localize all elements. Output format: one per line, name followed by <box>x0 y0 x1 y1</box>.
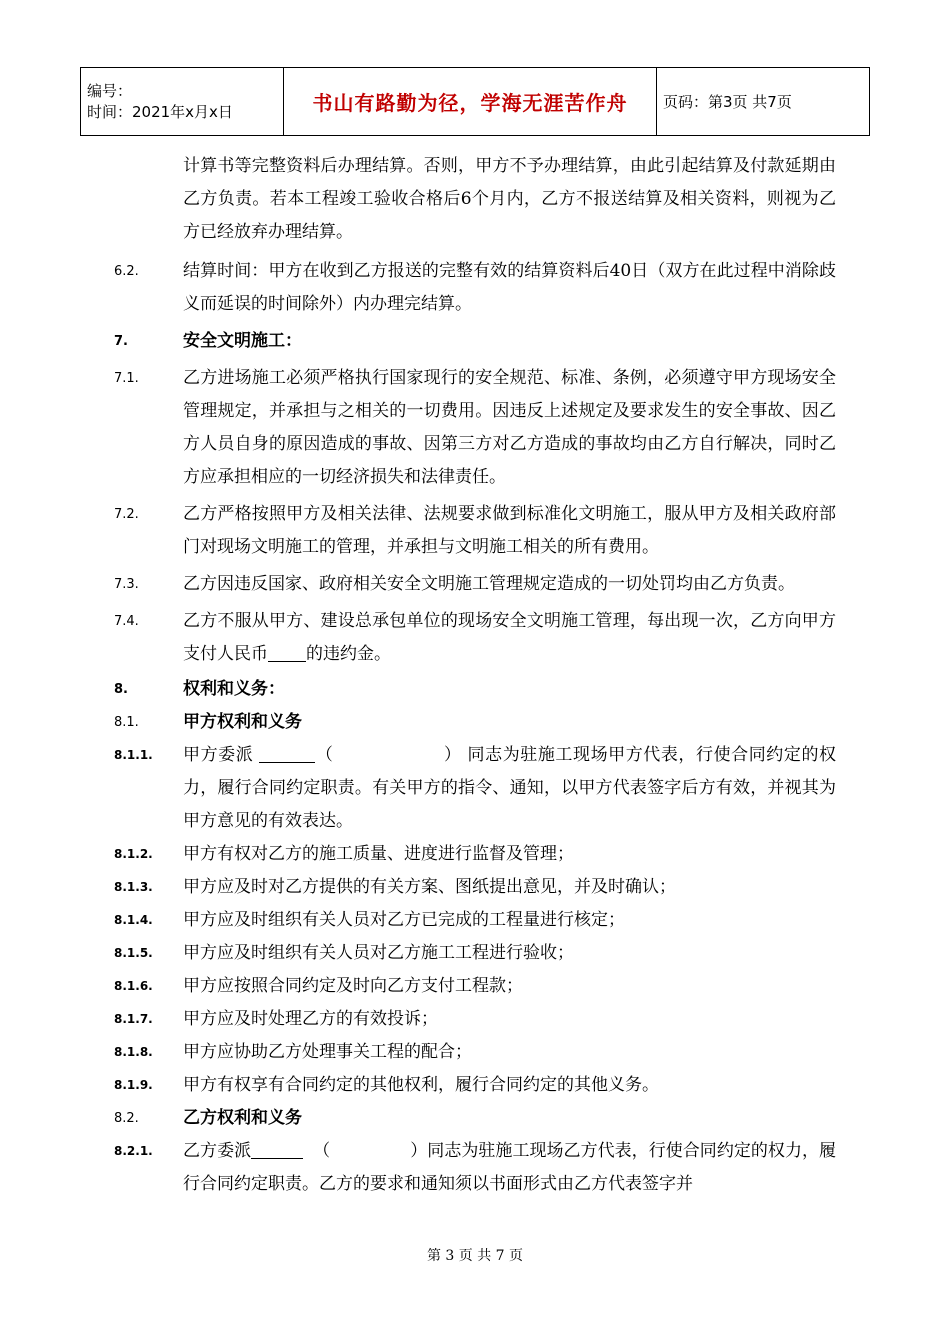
clause-number: 8.1.7. <box>114 1012 153 1026</box>
clause-number: 7.2. <box>114 507 139 522</box>
clause-number: 8.1.1. <box>114 748 153 762</box>
clause-number: 8.1.8. <box>114 1045 153 1059</box>
clause-8-1-7 <box>0 1003 950 1036</box>
clause-text: 甲方应及时对乙方提供的有关方案、图纸提出意见，并及时确认； <box>183 877 676 897</box>
clause-text: 甲方应及时处理乙方的有效投诉； <box>183 1009 438 1029</box>
clause-text <box>183 605 836 671</box>
clause-text-part: 的违约金。 <box>306 644 391 664</box>
clause-title: 甲方权利和义务 <box>183 712 302 732</box>
clause-8-1-8 <box>0 1036 950 1069</box>
document-date-label: 时间：2021年x月x日 <box>87 102 233 121</box>
paragraph-text: 计算书等完整资料后办理结算。否则，甲方不予办理结算，由此引起结算及付款延期由乙方负责。若本工程竣工验收合格后6个月内，乙方不报送结算及相关资料，则视为乙方已经放弃办理结算。 <box>183 156 836 242</box>
clause-text-part: 乙方不服从甲方、建设总承包单位的现场安全文明施工管理，每出现一次，乙方向甲方支付人民币 <box>183 611 836 664</box>
name-blank[interactable] <box>259 745 315 763</box>
clause-8-1-1 <box>0 739 950 838</box>
clause-7-3 <box>0 568 950 601</box>
clause-number: 8.1. <box>114 715 139 730</box>
header-left-cell <box>81 68 284 136</box>
clause-text: 乙方进场施工必须严格执行国家现行的安全规范、标准、条例，必须遵守甲方现场安全管理规定，并承担与之相关的一切费用。因违反上述规定及要求发生的安全事故、因乙方人员自身的原因造成的事故、因第三方对乙方造成的事故均由乙方自行解决，同时乙方应承担相应的一切经济损失和法律责任。 <box>183 368 836 487</box>
clause-7-1 <box>0 362 950 494</box>
clause-text: 甲方应及时组织有关人员对乙方已完成的工程量进行核定； <box>183 910 625 930</box>
clause-number: 6.2. <box>114 264 139 279</box>
clause-text-part: ） 同志为驻施工现场甲方代表，行使合同约定的权力，履行合同约定职责。有关甲方的指令、通知，以甲方代表签字后方有效，并视其为甲方意见的有效表达。 <box>183 745 837 831</box>
clause-number: 7.1. <box>114 371 139 386</box>
document-body <box>0 150 950 1201</box>
clause-text-part: （ <box>315 745 334 765</box>
clause-8-1-6 <box>0 970 950 1003</box>
section-number: 8. <box>114 682 128 697</box>
name-blank[interactable] <box>251 1141 303 1159</box>
clause-text-part: ）同志为驻施工现场乙方代表，行使合同约定的权力，履行合同约定职责。乙方的要求和通知须以书面形式由乙方代表签字并 <box>183 1141 837 1194</box>
clause-number: 8.1.9. <box>114 1078 153 1092</box>
clause-number: 7.4. <box>114 614 139 629</box>
amount-blank[interactable] <box>268 644 306 662</box>
clause-text: 甲方应协助乙方处理事关工程的配合； <box>183 1042 472 1062</box>
section-8-heading <box>0 673 950 706</box>
clause-number: 8.1.5. <box>114 946 153 960</box>
clause-text: 甲方应按照合同约定及时向乙方支付工程款； <box>183 976 523 996</box>
clause-8-2-heading <box>0 1102 950 1135</box>
section-7-heading <box>0 325 950 358</box>
clause-number: 8.1.2. <box>114 847 153 861</box>
clause-number: 7.3. <box>114 577 139 592</box>
section-number: 7. <box>114 334 128 349</box>
clause-text: 结算时间：甲方在收到乙方报送的完整有效的结算资料后40日（双方在此过程中消除歧义而延误的时间除外）内办理完结算。 <box>183 261 836 314</box>
clause-7-4 <box>0 605 950 671</box>
clause-text: 乙方严格按照甲方及相关法律、法规要求做到标准化文明施工，服从甲方及相关政府部门对现场文明施工的管理，并承担与文明施工相关的所有费用。 <box>183 504 836 557</box>
section-title: 安全文明施工： <box>183 331 302 351</box>
clause-number: 8.2.1. <box>114 1144 153 1158</box>
clause-number: 8.1.4. <box>114 913 153 927</box>
clause-8-1-3 <box>0 871 950 904</box>
clause-8-1-9 <box>0 1069 950 1102</box>
clause-text: 甲方应及时组织有关人员对乙方施工工程进行验收； <box>183 943 574 963</box>
section-title: 权利和义务： <box>183 679 285 699</box>
clause-text: 乙方因违反国家、政府相关安全文明施工管理规定造成的一切处罚均由乙方负责。 <box>183 574 795 594</box>
clause-number: 8.2. <box>114 1111 139 1126</box>
clause-text-part: （ <box>313 1141 331 1161</box>
clause-number: 8.1.6. <box>114 979 153 993</box>
clause-text: 甲方有权享有合同约定的其他权利，履行合同约定的其他义务。 <box>183 1075 659 1095</box>
clause-8-1-2 <box>0 838 950 871</box>
clause-6-2 <box>0 255 950 321</box>
page-footer: 第 3 页 共 7 页 <box>426 1248 524 1264</box>
clause-title: 乙方权利和义务 <box>183 1108 302 1128</box>
clause-8-1-heading <box>0 706 950 739</box>
clause-8-1-4 <box>0 904 950 937</box>
header-page-label: 页码：第3页 共7页 <box>657 68 870 136</box>
clause-8-1-5 <box>0 937 950 970</box>
clause-number: 8.1.3. <box>114 880 153 894</box>
clause-text <box>183 1135 836 1201</box>
clause-text-part: 甲方委派 <box>183 745 260 765</box>
header-motto: 书山有路勤为径，学海无涯苦作舟 <box>284 68 657 136</box>
clause-7-2 <box>0 498 950 564</box>
clause-8-2-1 <box>0 1135 950 1201</box>
clause-text-part: 乙方委派 <box>183 1141 252 1161</box>
clause-text <box>183 739 836 838</box>
clause-text: 甲方有权对乙方的施工质量、进度进行监督及管理； <box>183 844 574 864</box>
document-number-label: 编号： <box>87 81 133 100</box>
document-header <box>80 67 870 136</box>
paragraph-continued <box>0 150 950 249</box>
